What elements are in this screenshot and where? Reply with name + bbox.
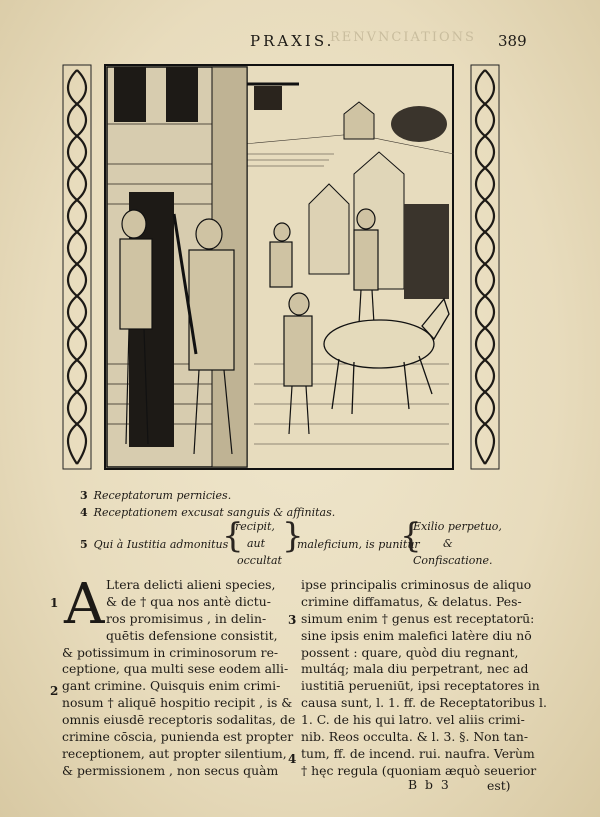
caption-3: [80, 489, 231, 502]
text-line: causa sunt, l. 1. ff. de Receptatoribus l.: [301, 695, 547, 711]
text-line: † hęc regula (quoniam æquò seuerior: [301, 762, 537, 778]
text-column-left: [62, 572, 296, 780]
caption-number: 4: [80, 506, 88, 519]
text-line: quētis defensione consistit,: [106, 627, 278, 643]
text-line: & de † qua nos antè dictu-: [106, 593, 271, 609]
page-number: 389: [498, 32, 527, 50]
text-line: ros promisimus , in delin-: [106, 610, 267, 626]
caption-text: Receptatorum pernicies.: [93, 489, 232, 502]
caption-number: 3: [80, 489, 88, 502]
ornamental-border-right: [470, 64, 500, 470]
text-line: & permissionem , non secus quàm: [62, 762, 279, 778]
text-line: tum, ff. de incend. rui. naufra. Verùm: [301, 745, 535, 761]
text-line: crimine diffamatus, & delatus. Pes-: [301, 593, 522, 609]
text-line: omnis eiusdē receptoris sodalitas, de: [62, 712, 296, 728]
text-column-right: [301, 577, 547, 780]
text-line: multáq; mala diu perpetrant, nec ad: [301, 661, 529, 677]
margin-number: 3: [288, 613, 297, 627]
text-line: ipse principalis criminosus de aliquo: [301, 577, 532, 592]
text-line: receptionem, aut propter silentium,: [62, 745, 287, 761]
brace: }: [282, 516, 304, 556]
caption-number: 5: [80, 538, 88, 551]
ornamental-border-left: [62, 64, 92, 470]
caption-penalty: Exilio perpetuo,: [413, 520, 502, 533]
text-line: 1. C. de his qui latro. vel aliis crimi-: [301, 712, 525, 728]
caption-text: Receptationem excusat sanguis & affinitas.: [93, 506, 336, 519]
margin-number: 1: [50, 596, 59, 610]
margin-number: 2: [50, 684, 59, 698]
drop-cap: A: [64, 572, 105, 637]
text-line: Ltera delicti alieni species,: [106, 577, 276, 592]
brace: {: [400, 516, 422, 556]
bleed-through-text: RENVNCIATIONS: [330, 30, 476, 45]
text-line: crimine cōscia, punienda est propter: [62, 729, 294, 745]
caption-text: Qui à Iustitia admonitus: [93, 538, 229, 551]
text-line: & potissimum in criminosorum re-: [62, 644, 279, 660]
text-line: sine ipsis enim malefici latère diu nō: [301, 627, 532, 643]
caption-option: recipit,: [235, 520, 275, 533]
margin-number: 4: [288, 752, 297, 766]
text-line: gant crimine. Quisquis enim crimi-: [62, 678, 281, 694]
text-line: nosum † aliquē hospitio recipit , is &: [62, 695, 293, 711]
woodcut-illustration: [104, 64, 454, 470]
text-line: ceptione, qua multi sese eodem alli-: [62, 661, 289, 677]
text-line: simum enim † genus est receptatorū:: [301, 610, 535, 626]
caption-5: [80, 538, 228, 551]
caption-option: occultat: [237, 554, 282, 567]
caption-middle: maleficium, is punitur: [297, 538, 420, 551]
caption-penalty: &: [443, 537, 453, 550]
page-title: PRAXIS.: [250, 32, 335, 50]
text-line: nib. Reos occulta. & l. 3. §. Non tan-: [301, 729, 529, 745]
caption-option: aut: [247, 537, 266, 550]
brace: {: [222, 516, 244, 556]
caption-penalty: Confiscatione.: [413, 554, 493, 567]
catchword: est): [487, 778, 511, 793]
text-line: possent : quare, quòd diu regnant,: [301, 644, 519, 660]
text-line: iustitiā perueniūt, ipsi receptatores in: [301, 678, 540, 694]
signature-mark: B b 3: [408, 777, 451, 792]
